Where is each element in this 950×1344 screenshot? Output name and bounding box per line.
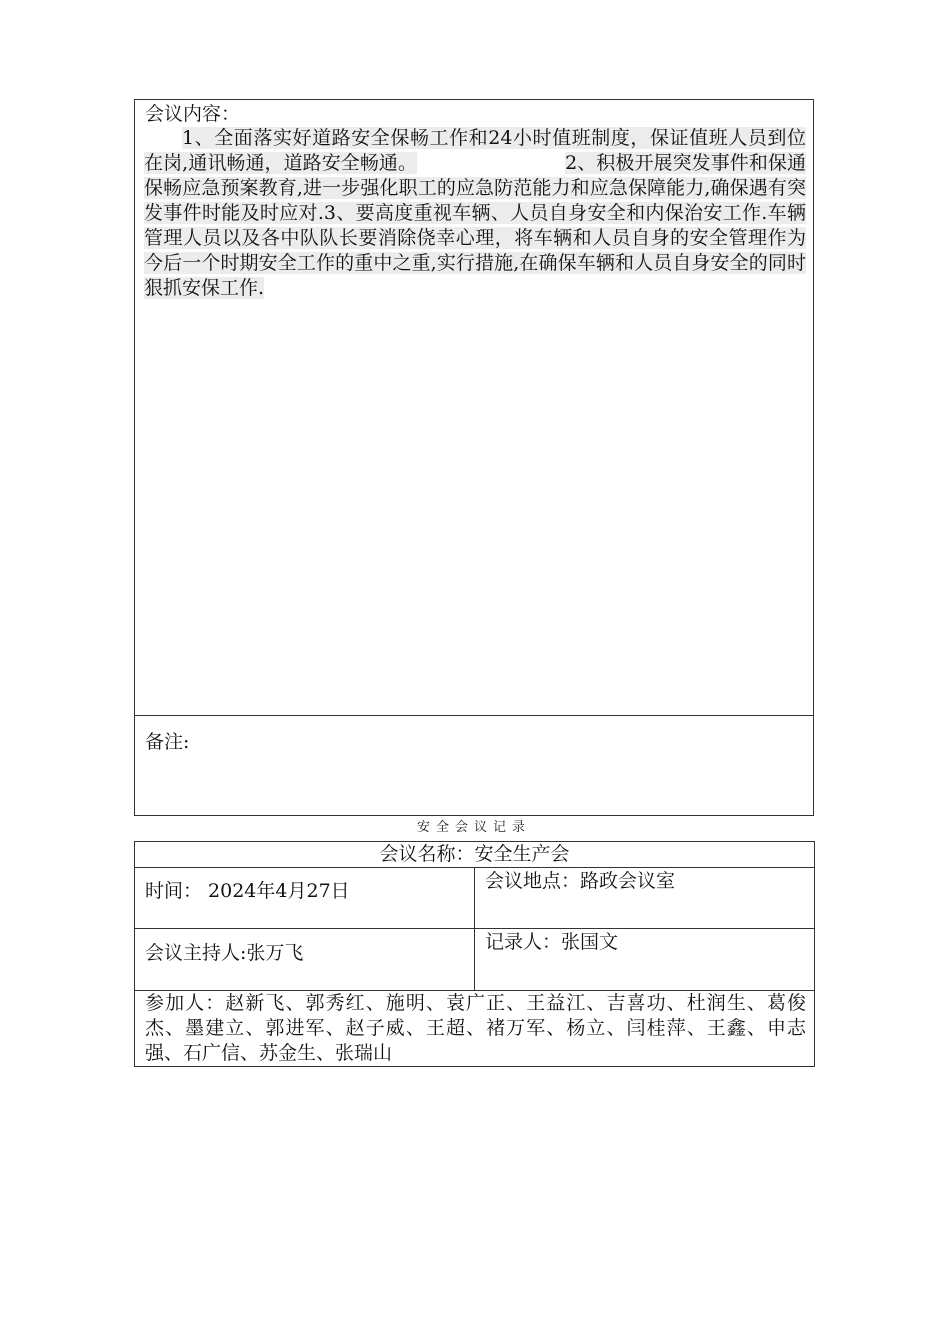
record-caption: 安全会议记录 bbox=[416, 820, 531, 835]
meeting-content-section bbox=[134, 99, 814, 715]
content-item-1: 1、全面落实好道路安全保畅工作和24小时值班制度，保证值班人员到位在岗,通讯畅通，道路安全畅通。 bbox=[144, 127, 806, 174]
content-body bbox=[144, 126, 806, 301]
meeting-host-cell: 会议主持人:张万飞 bbox=[135, 929, 475, 991]
attendees-text: 参加人：赵新飞、郭秀红、施明、袁广正、王益江、吉喜功、杜润生、葛俊杰、墨建立、郭进军、赵子威、王超、褚万军、杨立、闫桂萍、王鑫、申志强、石广信、苏金生、张瑞山 bbox=[145, 992, 807, 1064]
content-item-3: 3、要高度重视车辆、人员自身安全和内保治安工作.车辆管理人员以及各中队队长要消除侥幸心理，将车辆和人员自身的安全管理作为今后一个时期安全工作的重中之重,实行措施,在确保车辆和人员自身安全的同时狠抓安保工作. bbox=[144, 202, 806, 299]
recorder-cell: 记录人：张国文 bbox=[475, 929, 815, 991]
remarks-section bbox=[134, 715, 814, 816]
content-label: 会议内容： bbox=[145, 103, 241, 125]
table-row bbox=[135, 842, 815, 868]
remarks-label: 备注: bbox=[145, 731, 190, 753]
table-row bbox=[135, 991, 815, 1067]
meeting-record-table bbox=[134, 841, 815, 1067]
content-item-2: 2、积极开展突发事件和保通保畅应急预案教育,进一步强化职工的应急防范能力和应急保障能力,确保遇有突发事件时能及时应对. bbox=[144, 152, 806, 224]
meeting-name-cell: 会议名称：安全生产会 bbox=[135, 842, 815, 868]
attendees-cell bbox=[135, 991, 815, 1067]
table-row bbox=[135, 929, 815, 991]
meeting-time-cell: 时间： 2024年4月27日 bbox=[135, 868, 475, 929]
table-row bbox=[135, 868, 815, 929]
meeting-place-cell: 会议地点：路政会议室 bbox=[475, 868, 815, 929]
